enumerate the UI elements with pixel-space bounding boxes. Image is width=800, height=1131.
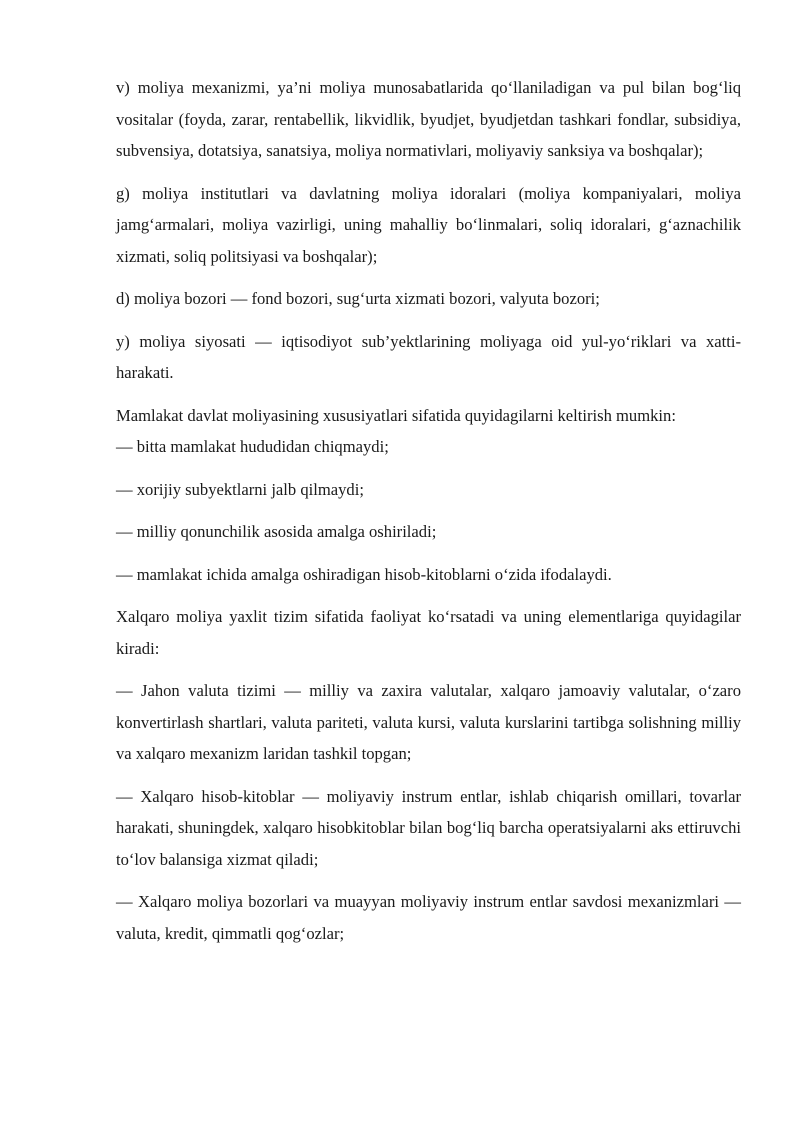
- list-item-qonunchilik: — milliy qonunchilik asosida amalga oshiriladi;: [116, 522, 437, 541]
- paragraph-moliya-mexanizmi: v) moliya mexanizmi, ya’ni moliya munosabatlarida qo‘llaniladigan va pul bilan bog‘liq vositalar (foyda, zarar, rentabellik, likvidlik, byudjet, byudjetdan tashkari fondlar, subsidiya, subvensiya, dotatsiya, sanatsiya, moliya normativlari, moliyaviy sanksiya va boshqalar);: [116, 78, 741, 160]
- list-item-xorijiy: — xorijiy subyektlarni jalb qilmaydi;: [116, 479, 364, 499]
- list-item-hisob-kitob: — mamlakat ichida amalga oshiradigan hisob-kitoblarni o‘zida ifodalaydi.: [116, 564, 612, 584]
- list-item-xalqaro-bozorlar: — Xalqaro moliya bozorlari va muayyan moliyaviy instrum entlar savdosi mexanizmlari — valuta, kredit, qimmatli qog‘ozlar;: [116, 892, 741, 943]
- paragraph-davlat-moliyasi-intro: Mamlakat davlat moliyasining xususiyatlari sifatida quyidagilarni keltirish mumkin:: [116, 405, 676, 425]
- list-item-xalqaro-hisob: — Xalqaro hisob-kitoblar — moliyaviy instrum entlar, ishlab chiqarish omillari, tovarlar harakati, shuningdek, xalqaro hisobkitoblar bilan bog‘liq barcha operatsiyalarni aks ettiruvchi to‘lov balansiga xizmat qiladi;: [116, 786, 741, 869]
- paragraph-moliya-bozori: d) moliya bozori — fond bozori, sug‘urta xizmati bozori, valyuta bozori;: [116, 289, 600, 308]
- paragraph-moliya-siyosati: y) moliya siyosati — iqtisodiyot sub’yektlarining moliyaga oid yul-yo‘riklari va xatti-harakati.: [116, 331, 741, 382]
- list-item-hudud: — bitta mamlakat hududidan chiqmaydi;: [116, 437, 389, 456]
- list-item-jahon-valuta: — Jahon valuta tizimi — milliy va zaxira valutalar, xalqaro jamoaviy valutalar, o‘zaro konvertirlash shartlari, valuta pariteti, valuta kursi, valuta kurslarini tartibga solishning milliy va xalqaro mexanizm laridan tashkil topgan;: [116, 681, 741, 763]
- document-page: [116, 72, 741, 949]
- paragraph-xalqaro-moliya-intro: Xalqaro moliya yaxlit tizim sifatida faoliyat ko‘rsatadi va uning elementlariga quyidagilar kiradi:: [116, 607, 741, 658]
- paragraph-moliya-institutlari: g) moliya institutlari va davlatning moliya idoralari (moliya kompaniyalari, moliya jamg‘armalari, moliya vazirligi, uning mahalliy bo‘linmalari, soliq idoralari, g‘aznachilik xizmati, soliq politsiyasi va boshqalar);: [116, 183, 741, 266]
